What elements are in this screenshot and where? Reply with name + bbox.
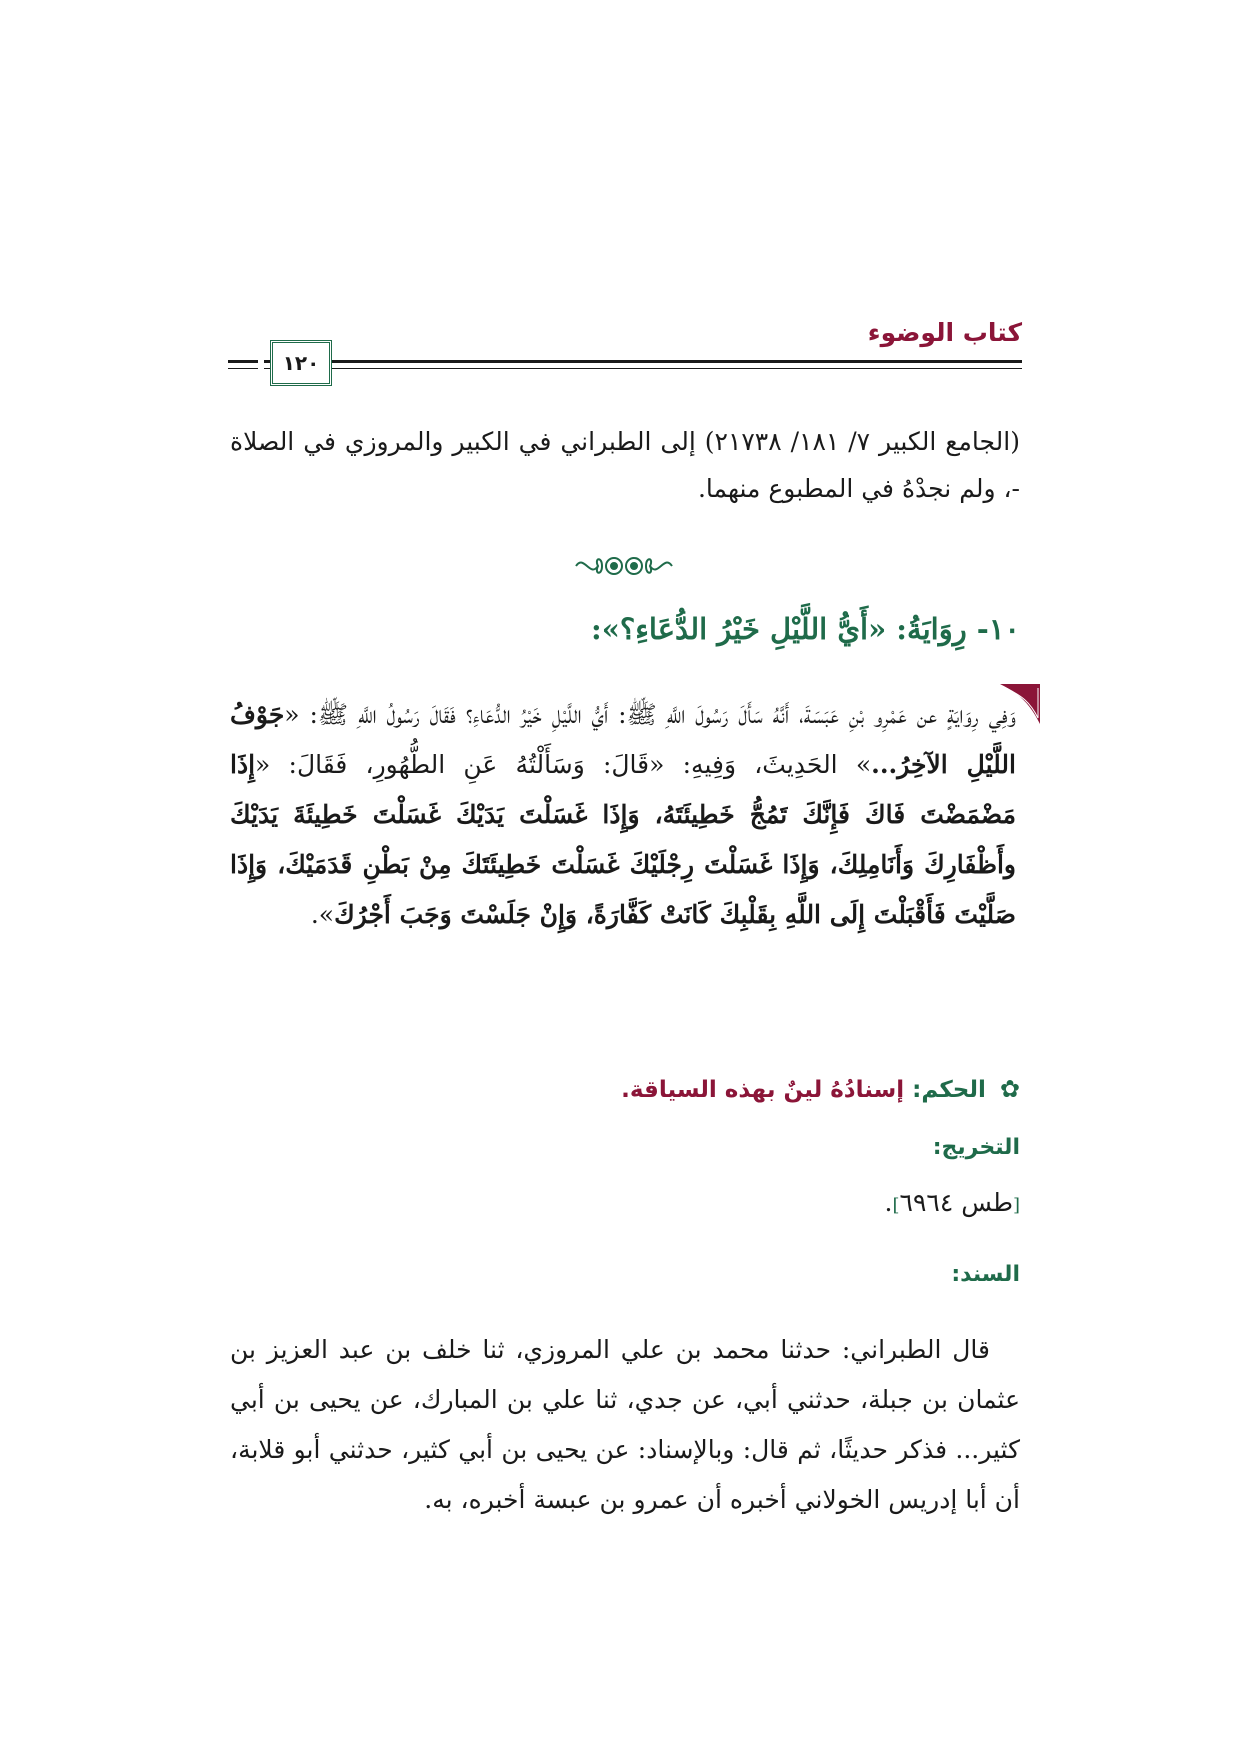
sanad-block bbox=[230, 1325, 1020, 1525]
sanad-heading: السند: bbox=[951, 1262, 1020, 1287]
takhrij-reference bbox=[885, 1188, 1020, 1217]
verdict-label: الحكم: bbox=[912, 1077, 986, 1103]
reference-close-bracket: ] bbox=[892, 1195, 900, 1216]
page-header bbox=[228, 318, 1022, 396]
header-rule-thick bbox=[228, 360, 1022, 363]
header-rule-thin bbox=[228, 368, 1022, 369]
header-rule-left-thick bbox=[228, 360, 258, 363]
hadith-bold-1: جَوْفُ اللَّيْلِ الآخِرُ... bbox=[230, 700, 1016, 779]
verdict bbox=[621, 1075, 1020, 1103]
reference-end: . bbox=[884, 1188, 893, 1217]
header-rule-gap bbox=[228, 354, 264, 374]
floral-divider-icon bbox=[572, 548, 676, 584]
sanad-text: قال الطبراني: حدثنا محمد بن علي المروزي، ثنا خلف بن عبد العزيز بن عثمان بن جبلة، حدثني أبي، عن جدي، ثنا علي بن المبارك، عن يحيى بن أبي كثير... فذكر حديثًا، ثم قال: وبالإسناد: عن يحيى بن أبي كثير، حدثني أبو قلابة، أن أبا إدريس الخولاني أخبره أن عمرو بن عبسة أخبره، به. bbox=[230, 1335, 1020, 1514]
hadith-text bbox=[230, 690, 1016, 940]
hadith-bold-2: إِذَا مَضْمَضْتَ فَاكَ فَإِنَّكَ تَمُجُّ خَطِيئَتَهُ، وَإِذَا غَسَلْتَ يَدَيْكَ غَسَلْتَ خَطِيئَةَ يَدَيْكَ وأَظْفَارِكَ وَأَنَامِلِكَ، وَإِذَا غَسَلْتَ رِجْلَيْكَ غَسَلْتَ خَطِيئَتَكَ مِنْ بَطْنِ قَدَمَيْكَ، وَإِذَا صَلَّيْتَ فَأَقْبَلْتَ إِلَى اللَّهِ بِقَلْبِكَ كَانَتْ كَفَّارَةً، وَإِنْ جَلَسْتَ وَجَبَ أَجْرُكَ bbox=[230, 750, 1016, 929]
hadith-part-1: وَفِي رِوَايَةٍ عن عَمْرِو بْنِ عَبَسَةَ، أَنَّهُ سَأَلَ رَسُولَ اللَّهِ ﷺ: أَيُّ اللَّيْلِ خَيْرُ الدُّعَاءِ؟ فَقَالَ رَسُولُ اللَّهِ ﷺ: « bbox=[284, 700, 1016, 729]
hadith-part-3: ». bbox=[310, 900, 335, 929]
reference-open-bracket: [ bbox=[1012, 1195, 1020, 1216]
header-rule-left-thin bbox=[228, 368, 258, 369]
page-number-frame bbox=[270, 340, 332, 386]
flower-icon: ✿ bbox=[999, 1075, 1020, 1103]
footnote-continuation: (الجامع الكبير ٧/ ١٨١/ ٢١٧٣٨) إلى الطبراني في الكبير والمروزي في الصلاة -، ولم نجدْهُ في المطبوع منهما. bbox=[230, 427, 1020, 503]
verdict-value: إسنادُهُ لينٌ بهذه السياقة. bbox=[621, 1077, 905, 1103]
takhrij-heading: التخريج: bbox=[932, 1135, 1020, 1160]
book-title: كتاب الوضوء bbox=[867, 318, 1022, 347]
page-number: ١٢٠ bbox=[282, 351, 320, 375]
hadith-part-2: » الحَدِيثَ، وَفِيهِ: «قَالَ: وَسَأَلْتُهُ عَنِ الطُّهُورِ، فَقَالَ: « bbox=[255, 750, 872, 779]
section-title: ١٠- رِوَايَةُ: «أَيُّ اللَّيْلِ خَيْرُ الدُّعَاءِ؟»: bbox=[591, 612, 1020, 646]
reference-code: طس ٦٩٦٤ bbox=[899, 1188, 1013, 1217]
